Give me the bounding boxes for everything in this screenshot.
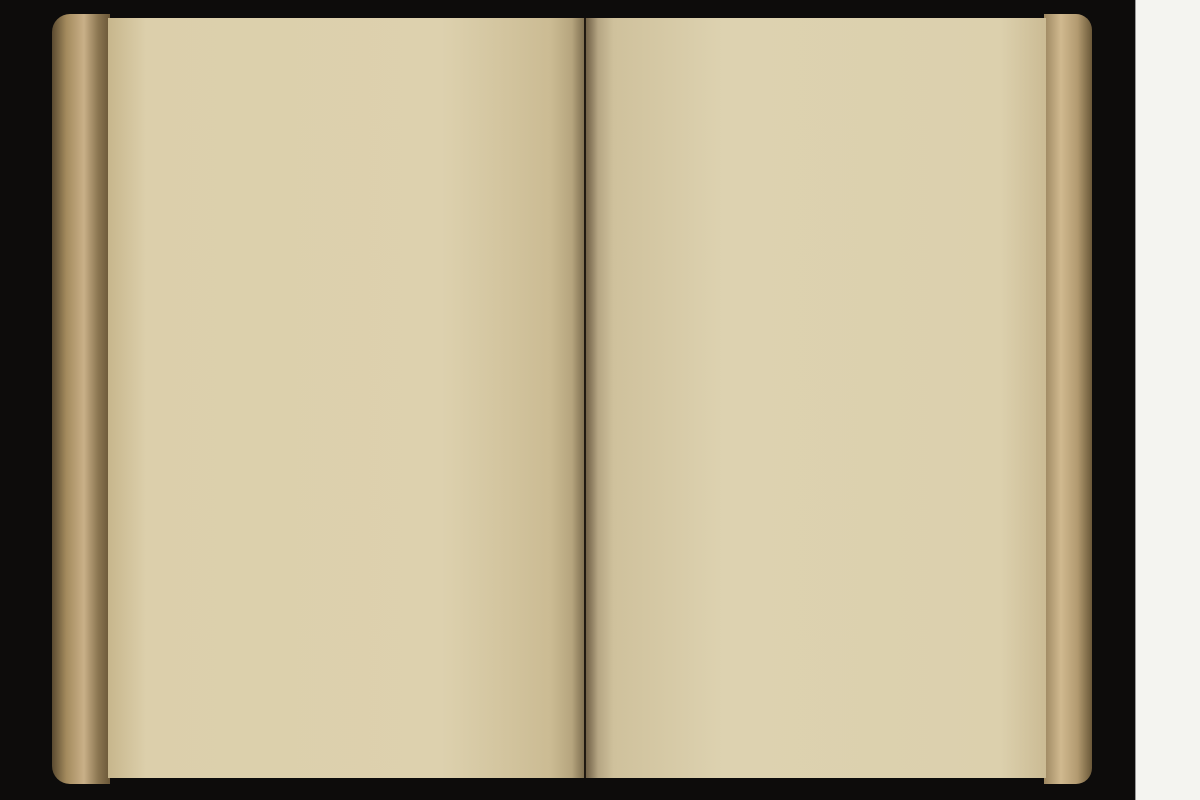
right-page	[586, 18, 1046, 778]
book-edge-right	[1044, 14, 1092, 784]
book-gutter	[572, 18, 598, 778]
left-page	[108, 18, 584, 778]
measuring-ruler	[1135, 0, 1200, 800]
open-book	[52, 10, 1092, 786]
book-edge-left	[52, 14, 110, 784]
